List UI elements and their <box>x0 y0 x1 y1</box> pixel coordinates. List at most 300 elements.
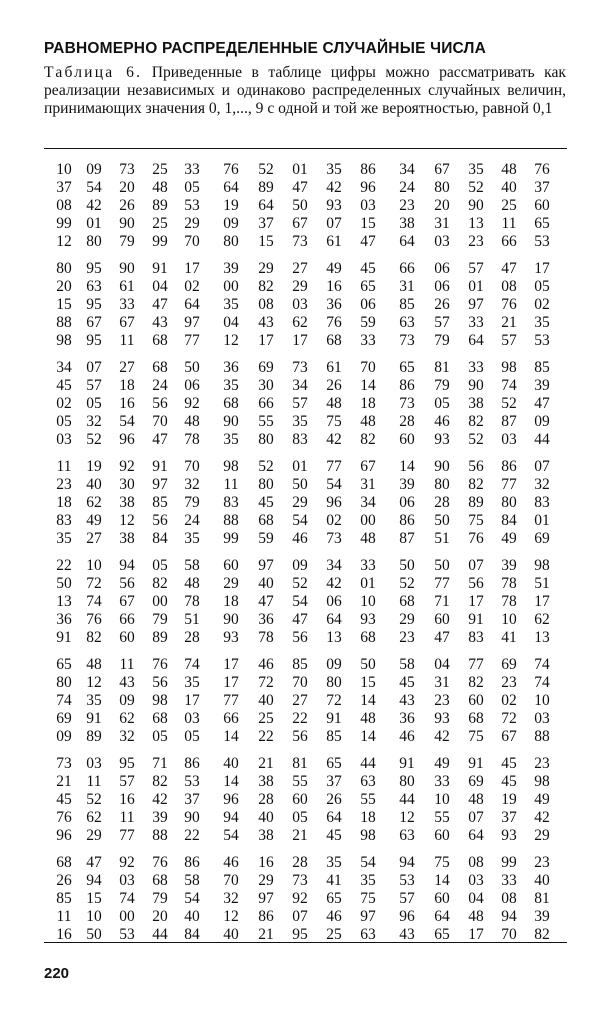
table-cell: 22 <box>258 728 274 745</box>
table-cell: 74 <box>86 593 102 610</box>
table-cell: 07 <box>534 458 550 475</box>
table-cell: 17 <box>184 260 200 277</box>
table-cell: 24 <box>184 512 200 529</box>
table-cell: 26 <box>326 791 342 808</box>
table-cell: 56 <box>292 728 308 745</box>
table-cell: 70 <box>184 233 200 250</box>
table-cell: 33 <box>501 872 517 889</box>
table-cell: 43 <box>258 314 274 331</box>
table-cell: 91 <box>326 710 342 727</box>
table-row <box>44 278 567 296</box>
table-cell: 03 <box>468 872 484 889</box>
table-cell: 53 <box>184 197 200 214</box>
table-cell: 56 <box>152 512 168 529</box>
table-cell: 98 <box>534 557 550 574</box>
table-cell: 45 <box>56 791 72 808</box>
table-cell: 64 <box>326 809 342 826</box>
table-cell: 23 <box>56 476 72 493</box>
table-cell: 57 <box>434 314 450 331</box>
table-cell: 82 <box>468 476 484 493</box>
table-cell: 63 <box>399 314 415 331</box>
table-cell: 03 <box>184 710 200 727</box>
table-cell: 38 <box>258 773 274 790</box>
table-cell: 08 <box>501 278 517 295</box>
table-cell: 56 <box>468 575 484 592</box>
table-cell: 24 <box>399 179 415 196</box>
table-cell: 68 <box>152 359 168 376</box>
table-cell: 41 <box>326 872 342 889</box>
table-cell: 48 <box>184 413 200 430</box>
table-row <box>44 530 567 548</box>
table-cell: 13 <box>326 629 342 646</box>
table-cell: 97 <box>258 890 274 907</box>
table-cell: 04 <box>434 656 450 673</box>
table-cell: 24 <box>152 377 168 394</box>
table-cell: 07 <box>292 908 308 925</box>
table-cell: 38 <box>119 494 135 511</box>
table-cell: 90 <box>184 809 200 826</box>
table-cell: 31 <box>434 215 450 232</box>
table-row <box>44 629 567 647</box>
table-cell: 14 <box>223 773 239 790</box>
table-cell: 64 <box>184 296 200 313</box>
table-cell: 80 <box>56 260 72 277</box>
table-cell: 90 <box>468 197 484 214</box>
table-cell: 13 <box>56 593 72 610</box>
table-cell: 60 <box>223 557 239 574</box>
table-cell: 31 <box>399 278 415 295</box>
table-cell: 85 <box>56 890 72 907</box>
table-cell: 74 <box>119 890 135 907</box>
table-cell: 53 <box>534 332 550 349</box>
table-cell: 29 <box>223 575 239 592</box>
table-row <box>44 890 567 908</box>
table-cell: 39 <box>399 476 415 493</box>
table-cell: 35 <box>468 161 484 178</box>
section-heading: РАВНОМЕРНО РАСПРЕДЕЛЕННЫЕ СЛУЧАЙНЫЕ ЧИСЛА <box>44 40 487 57</box>
table-cell: 62 <box>86 809 102 826</box>
table-cell: 32 <box>534 476 550 493</box>
table-cell: 72 <box>86 575 102 592</box>
table-cell: 40 <box>223 926 239 943</box>
table-cell: 93 <box>501 827 517 844</box>
table-cell: 76 <box>326 314 342 331</box>
table-cell: 48 <box>152 179 168 196</box>
table-cell: 05 <box>86 395 102 412</box>
table-cell: 98 <box>223 458 239 475</box>
table-cell: 73 <box>399 395 415 412</box>
table-cell: 20 <box>434 197 450 214</box>
table-cell: 42 <box>326 179 342 196</box>
table-cell: 25 <box>152 161 168 178</box>
table-cell: 47 <box>534 395 550 412</box>
table-cell: 78 <box>501 575 517 592</box>
table-cell: 52 <box>258 161 274 178</box>
table-cell: 12 <box>399 809 415 826</box>
table-cell: 16 <box>119 395 135 412</box>
table-cell: 76 <box>152 854 168 871</box>
table-cell: 77 <box>501 476 517 493</box>
table-cell: 03 <box>434 233 450 250</box>
table-cell: 65 <box>534 215 550 232</box>
table-cell: 44 <box>360 755 376 772</box>
table-cell: 49 <box>501 530 517 547</box>
table-cell: 05 <box>534 278 550 295</box>
table-cell: 48 <box>360 530 376 547</box>
table-cell: 32 <box>223 890 239 907</box>
table-cell: 98 <box>360 827 376 844</box>
table-cell: 94 <box>501 908 517 925</box>
table-cell: 17 <box>534 260 550 277</box>
table-row <box>44 260 567 278</box>
table-cell: 40 <box>223 755 239 772</box>
table-row <box>44 593 567 611</box>
table-cell: 25 <box>501 197 517 214</box>
table-cell: 12 <box>56 233 72 250</box>
table-cell: 37 <box>258 215 274 232</box>
table-cell: 52 <box>86 431 102 448</box>
table-cell: 82 <box>534 926 550 943</box>
table-cell: 42 <box>86 197 102 214</box>
table-cell: 46 <box>434 413 450 430</box>
table-cell: 38 <box>119 530 135 547</box>
table-cell: 89 <box>152 629 168 646</box>
table-cell: 54 <box>326 476 342 493</box>
table-cell: 70 <box>360 359 376 376</box>
table-cell: 21 <box>292 827 308 844</box>
table-cell: 46 <box>292 530 308 547</box>
table-cell: 57 <box>292 395 308 412</box>
table-cell: 72 <box>326 692 342 709</box>
table-cell: 12 <box>86 674 102 691</box>
table-cell: 14 <box>223 728 239 745</box>
table-cell: 06 <box>399 494 415 511</box>
table-row <box>44 512 567 530</box>
table-cell: 81 <box>434 359 450 376</box>
table-cell: 86 <box>360 161 376 178</box>
table-cell: 60 <box>399 431 415 448</box>
table-cell: 62 <box>86 494 102 511</box>
table-cell: 76 <box>501 296 517 313</box>
table-cell: 93 <box>434 710 450 727</box>
table-cell: 95 <box>119 755 135 772</box>
table-cell: 37 <box>326 773 342 790</box>
table-cell: 34 <box>360 494 376 511</box>
table-cell: 39 <box>534 377 550 394</box>
table-cell: 10 <box>534 692 550 709</box>
table-cell: 60 <box>434 890 450 907</box>
table-cell: 67 <box>434 161 450 178</box>
table-cell: 49 <box>326 260 342 277</box>
table-cell: 18 <box>360 809 376 826</box>
table-cell: 33 <box>184 161 200 178</box>
table-row <box>44 674 567 692</box>
table-cell: 82 <box>360 431 376 448</box>
table-cell: 12 <box>223 332 239 349</box>
table-cell: 67 <box>360 458 376 475</box>
table-cell: 67 <box>119 314 135 331</box>
table-cell: 77 <box>119 827 135 844</box>
table-cell: 09 <box>56 728 72 745</box>
table-cell: 40 <box>534 872 550 889</box>
table-cell: 91 <box>152 458 168 475</box>
table-cell: 35 <box>86 692 102 709</box>
table-cell: 84 <box>501 512 517 529</box>
table-cell: 00 <box>152 593 168 610</box>
table-cell: 73 <box>292 233 308 250</box>
table-cell: 48 <box>360 710 376 727</box>
table-cell: 03 <box>501 431 517 448</box>
table-row <box>44 296 567 314</box>
table-cell: 46 <box>399 728 415 745</box>
table-cell: 82 <box>152 575 168 592</box>
table-cell: 77 <box>326 458 342 475</box>
table-cell: 64 <box>434 908 450 925</box>
table-cell: 90 <box>468 377 484 394</box>
table-cell: 57 <box>399 890 415 907</box>
table-cell: 96 <box>360 179 376 196</box>
table-cell: 67 <box>292 215 308 232</box>
table-row <box>44 161 567 179</box>
table-cell: 96 <box>119 431 135 448</box>
table-cell: 50 <box>399 557 415 574</box>
table-cell: 69 <box>501 656 517 673</box>
table-cell: 95 <box>86 260 102 277</box>
table-row <box>44 359 567 377</box>
table-cell: 32 <box>86 413 102 430</box>
table-cell: 88 <box>56 314 72 331</box>
table-cell: 68 <box>223 395 239 412</box>
table-cell: 35 <box>56 530 72 547</box>
table-cell: 68 <box>326 332 342 349</box>
table-cell: 08 <box>468 854 484 871</box>
table-cell: 70 <box>184 458 200 475</box>
table-row <box>44 494 567 512</box>
table-cell: 29 <box>292 494 308 511</box>
table-cell: 48 <box>326 395 342 412</box>
table-cell: 49 <box>86 512 102 529</box>
table-cell: 47 <box>360 233 376 250</box>
table-cell: 23 <box>534 854 550 871</box>
table-cell: 43 <box>399 692 415 709</box>
table-cell: 91 <box>399 755 415 772</box>
table-cell: 42 <box>152 791 168 808</box>
table-cell: 79 <box>184 494 200 511</box>
table-cell: 69 <box>56 710 72 727</box>
table-cell: 96 <box>223 791 239 808</box>
table-cell: 77 <box>468 656 484 673</box>
table-cell: 09 <box>292 557 308 574</box>
table-cell: 68 <box>152 710 168 727</box>
table-cell: 27 <box>119 359 135 376</box>
table-cell: 14 <box>399 458 415 475</box>
table-cell: 23 <box>534 755 550 772</box>
table-cell: 27 <box>86 530 102 547</box>
table-cell: 68 <box>258 512 274 529</box>
table-row <box>44 233 567 251</box>
table-cell: 15 <box>360 215 376 232</box>
table-cell: 10 <box>501 611 517 628</box>
table-cell: 56 <box>152 674 168 691</box>
table-cell: 97 <box>152 476 168 493</box>
table-cell: 17 <box>223 674 239 691</box>
table-cell: 48 <box>86 656 102 673</box>
table-cell: 90 <box>223 611 239 628</box>
table-cell: 60 <box>468 692 484 709</box>
table-cell: 21 <box>501 314 517 331</box>
table-block <box>44 656 567 755</box>
table-cell: 45 <box>360 260 376 277</box>
table-cell: 29 <box>399 611 415 628</box>
table-cell: 02 <box>534 296 550 313</box>
table-cell: 01 <box>292 458 308 475</box>
table-cell: 60 <box>534 197 550 214</box>
table-cell: 06 <box>434 278 450 295</box>
table-cell: 69 <box>534 530 550 547</box>
table-cell: 34 <box>56 359 72 376</box>
table-cell: 07 <box>86 359 102 376</box>
table-cell: 09 <box>223 215 239 232</box>
table-cell: 66 <box>399 260 415 277</box>
table-cell: 53 <box>119 926 135 943</box>
table-cell: 95 <box>86 332 102 349</box>
table-cell: 75 <box>468 512 484 529</box>
table-cell: 03 <box>119 872 135 889</box>
table-cell: 33 <box>434 773 450 790</box>
table-cell: 17 <box>292 332 308 349</box>
table-cell: 55 <box>360 791 376 808</box>
table-cell: 42 <box>534 809 550 826</box>
table-cell: 86 <box>184 755 200 772</box>
table-cell: 42 <box>326 431 342 448</box>
table-row <box>44 314 567 332</box>
table-top-rule <box>44 148 567 149</box>
table-cell: 96 <box>326 494 342 511</box>
table-cell: 88 <box>534 728 550 745</box>
table-cell: 60 <box>119 629 135 646</box>
table-cell: 34 <box>326 557 342 574</box>
table-row <box>44 791 567 809</box>
table-cell: 16 <box>258 854 274 871</box>
table-cell: 50 <box>56 575 72 592</box>
table-row <box>44 215 567 233</box>
table-cell: 56 <box>119 575 135 592</box>
table-cell: 11 <box>501 215 517 232</box>
table-cell: 66 <box>258 395 274 412</box>
table-cell: 73 <box>292 872 308 889</box>
table-cell: 92 <box>119 458 135 475</box>
table-cell: 20 <box>152 908 168 925</box>
table-cell: 46 <box>326 908 342 925</box>
table-cell: 47 <box>152 431 168 448</box>
table-cell: 67 <box>119 593 135 610</box>
table-cell: 23 <box>399 197 415 214</box>
table-cell: 52 <box>258 458 274 475</box>
table-cell: 50 <box>292 476 308 493</box>
table-cell: 86 <box>501 458 517 475</box>
table-cell: 74 <box>534 674 550 691</box>
table-cell: 89 <box>86 728 102 745</box>
table-cell: 50 <box>434 557 450 574</box>
table-cell: 74 <box>56 692 72 709</box>
table-cell: 59 <box>360 314 376 331</box>
table-row <box>44 557 567 575</box>
table-cell: 73 <box>399 332 415 349</box>
table-cell: 90 <box>119 260 135 277</box>
table-row <box>44 908 567 926</box>
table-cell: 86 <box>399 512 415 529</box>
table-cell: 22 <box>56 557 72 574</box>
table-cell: 39 <box>534 908 550 925</box>
table-cell: 36 <box>223 359 239 376</box>
table-cell: 46 <box>223 854 239 871</box>
table-cell: 93 <box>223 629 239 646</box>
table-cell: 04 <box>468 890 484 907</box>
table-cell: 79 <box>119 233 135 250</box>
table-cell: 80 <box>434 179 450 196</box>
table-cell: 50 <box>184 359 200 376</box>
table-cell: 15 <box>258 233 274 250</box>
table-cell: 76 <box>86 611 102 628</box>
table-cell: 78 <box>184 431 200 448</box>
table-cell: 80 <box>501 494 517 511</box>
table-cell: 80 <box>434 476 450 493</box>
table-cell: 29 <box>534 827 550 844</box>
table-cell: 37 <box>56 179 72 196</box>
table-cell: 62 <box>119 710 135 727</box>
table-cell: 76 <box>56 809 72 826</box>
table-cell: 35 <box>223 431 239 448</box>
table-cell: 10 <box>86 908 102 925</box>
table-row <box>44 611 567 629</box>
table-cell: 34 <box>399 161 415 178</box>
table-cell: 85 <box>292 656 308 673</box>
table-cell: 72 <box>501 710 517 727</box>
table-cell: 91 <box>56 629 72 646</box>
table-cell: 11 <box>119 332 135 349</box>
table-cell: 05 <box>184 728 200 745</box>
table-row <box>44 197 567 215</box>
table-cell: 66 <box>223 710 239 727</box>
table-cell: 58 <box>184 872 200 889</box>
table-cell: 77 <box>184 332 200 349</box>
table-cell: 93 <box>434 431 450 448</box>
table-cell: 47 <box>434 629 450 646</box>
table-cell: 70 <box>292 674 308 691</box>
table-cell: 16 <box>326 278 342 295</box>
table-block <box>44 458 567 557</box>
table-cell: 25 <box>258 710 274 727</box>
table-cell: 35 <box>534 314 550 331</box>
table-cell: 70 <box>152 413 168 430</box>
table-cell: 86 <box>399 377 415 394</box>
table-cell: 98 <box>534 773 550 790</box>
table-cell: 48 <box>468 791 484 808</box>
table-cell: 97 <box>360 908 376 925</box>
table-cell: 35 <box>184 674 200 691</box>
table-cell: 20 <box>56 278 72 295</box>
table-cell: 29 <box>184 215 200 232</box>
table-cell: 64 <box>258 197 274 214</box>
table-cell: 03 <box>534 710 550 727</box>
table-cell: 53 <box>184 773 200 790</box>
table-cell: 92 <box>184 395 200 412</box>
table-block <box>44 755 567 854</box>
table-cell: 95 <box>292 926 308 943</box>
table-cell: 81 <box>292 755 308 772</box>
table-cell: 92 <box>292 890 308 907</box>
table-cell: 65 <box>360 278 376 295</box>
